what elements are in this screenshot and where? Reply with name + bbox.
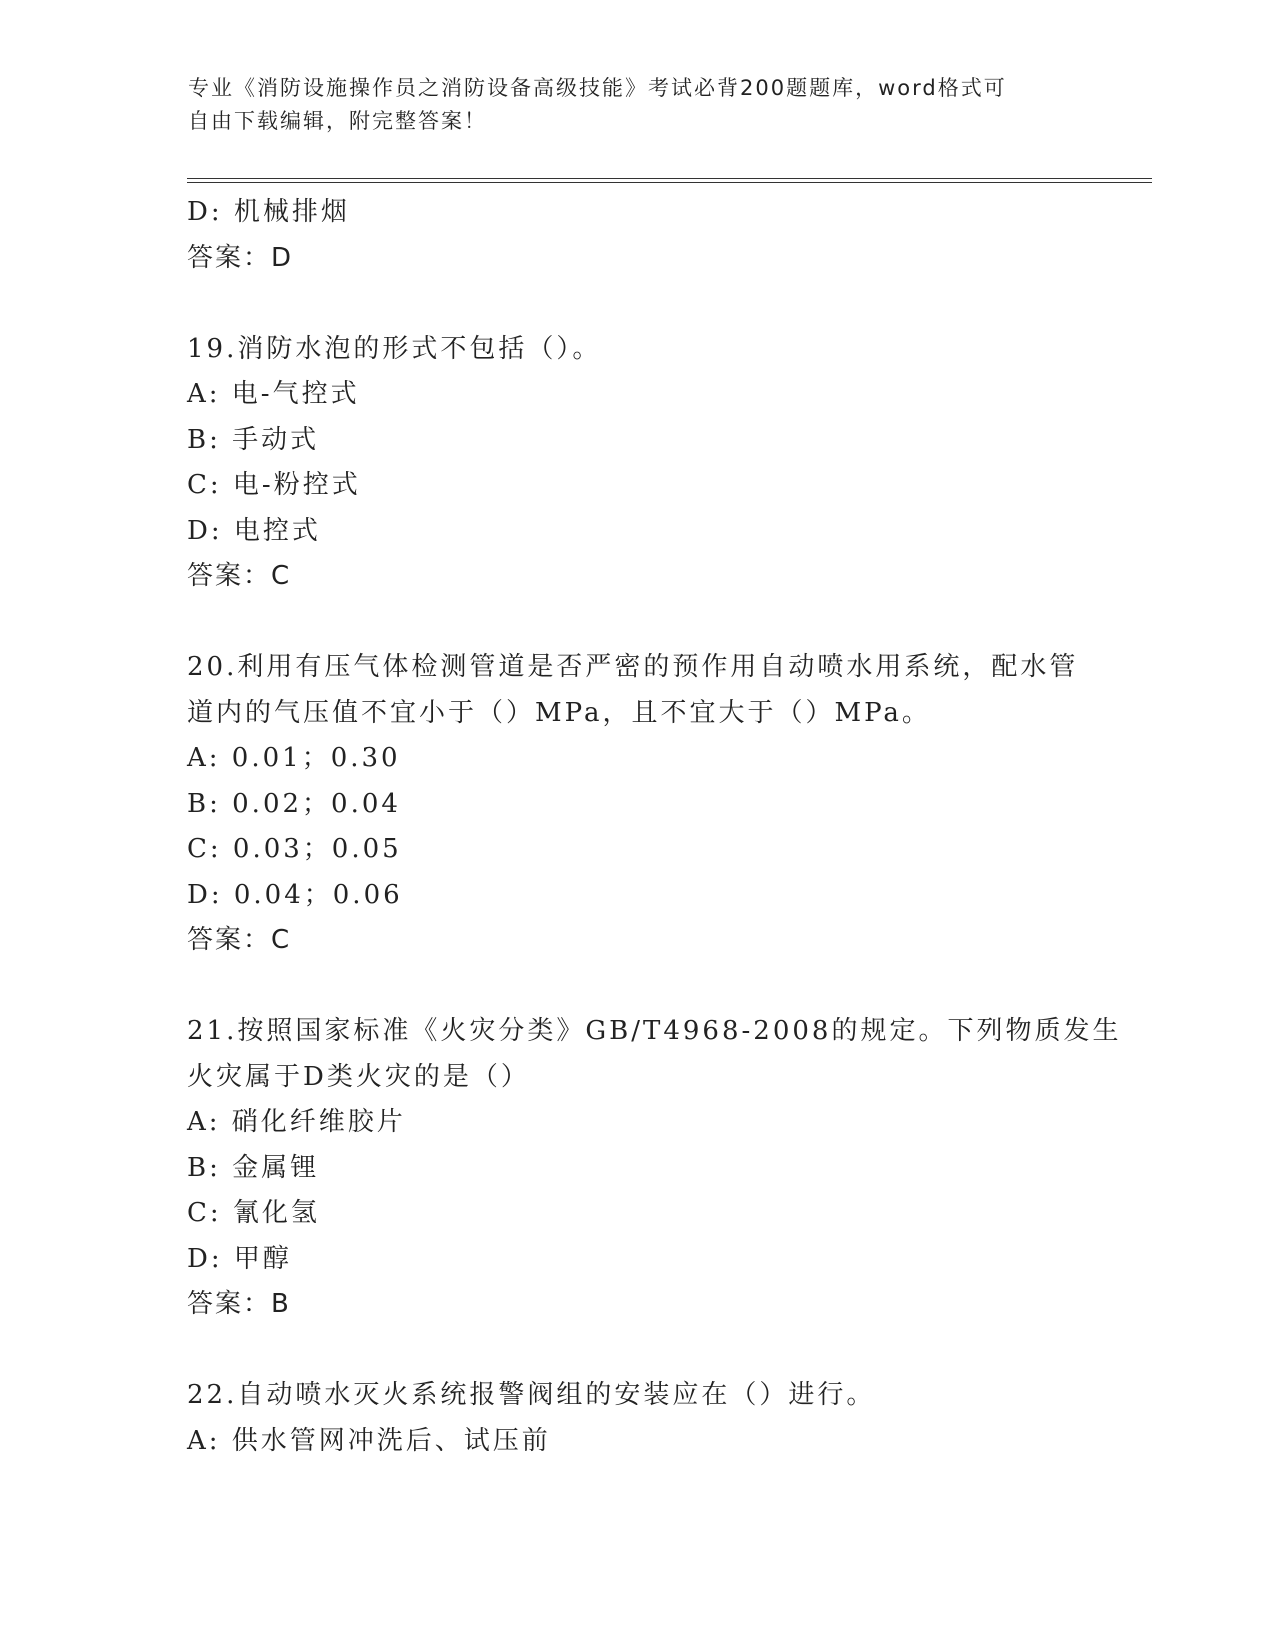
option-a: A: 电-气控式 (187, 379, 360, 409)
answer-line: 答案：C (187, 561, 292, 591)
question-stem: 19.消防水泡的形式不包括（）。 (187, 333, 602, 364)
question-stem-line-2: 道内的气压值不宜小于（）MPa，且不宜大于（）MPa。 (187, 697, 931, 728)
answer-line: 答案：C (187, 925, 292, 955)
option-a: A: 0.01；0.30 (187, 743, 401, 773)
spacer (187, 1328, 1087, 1374)
option-a: A: 硝化纤维胶片 (187, 1107, 406, 1137)
answer-line: 答案：B (187, 1289, 291, 1319)
document-header (188, 72, 1068, 138)
question-stem-line-1: 20.利用有压气体检测管道是否严密的预作用自动喷水用系统，配水管 (187, 652, 1079, 682)
spacer (187, 600, 1087, 646)
question-stem: 22.自动喷水灭火系统报警阀组的安装应在（）进行。 (187, 1380, 876, 1410)
question-20 (187, 645, 1087, 964)
option-c: C: 氰化氢 (187, 1198, 320, 1228)
question-21 (187, 1009, 1122, 1328)
option-b: B: 金属锂 (187, 1152, 320, 1183)
option-d: D: 机械排烟 (187, 197, 350, 227)
question-19 (187, 327, 1087, 600)
header-line-2: 自由下载编辑，附完整答案！ (188, 109, 487, 133)
option-d: D: 0.04；0.06 (187, 879, 403, 910)
option-b: B: 手动式 (187, 424, 320, 455)
question-stem-line-2: 火灾属于D类火灾的是（） (187, 1061, 530, 1092)
option-d: D: 电控式 (187, 515, 321, 546)
option-c: C: 0.03；0.05 (187, 834, 402, 864)
question-list (187, 190, 1122, 1464)
question-22 (187, 1373, 1087, 1464)
option-d: D: 甲醇 (187, 1243, 292, 1274)
option-a: A: 供水管网冲洗后、试压前 (187, 1425, 551, 1456)
header-divider-bottom (187, 182, 1152, 183)
header-line-1: 专业《消防设施操作员之消防设备高级技能》考试必背200题题库，word格式可 (188, 76, 1007, 100)
header-divider-top (187, 178, 1152, 179)
option-c: C: 电-粉控式 (187, 470, 361, 500)
option-b: B: 0.02；0.04 (187, 788, 401, 819)
answer-line: 答案：D (187, 242, 294, 273)
question-stem-line-1: 21.按照国家标准《火灾分类》GB/T4968-2008的规定。下列物质发生 (187, 1016, 1122, 1046)
spacer (187, 964, 1087, 1010)
spacer (187, 281, 1087, 327)
